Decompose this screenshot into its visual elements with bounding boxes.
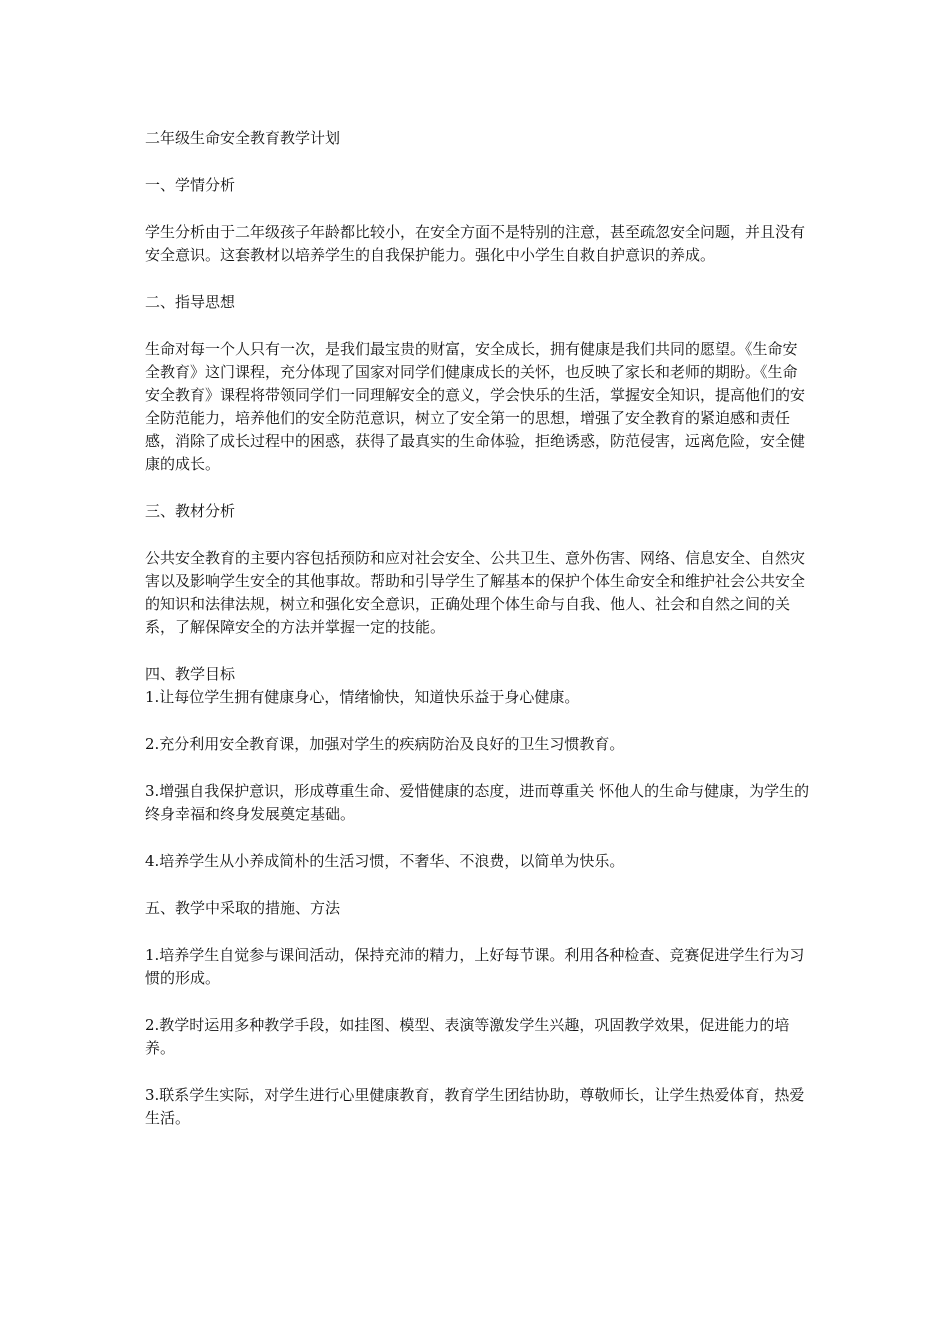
section-heading-5: 五、教学中采取的措施、方法 <box>145 899 341 917</box>
section-2-paragraph-1: 生命对每一个人只有一次，是我们最宝贵的财富，安全成长，拥有健康是我们共同的愿望。《生命安全教育》这门课程，充分体现了国家对同学们健康成长的关怀，也反映了家长和老师的期盼。《生命安全教育》课程将带领同学们一同理解安全的意义，学会快乐的生活，掌握安全知识，提高他们的安全防范能力，培养他们的安全防范意识，树立了安全第一的思想，增强了安全教育的紧迫感和责任感，消除了成长过程中的困惑，获得了最真实的生命体验，拒绝诱惑，防范侵害，远离危险，安全健康的成长。 <box>145 340 806 473</box>
section-4-paragraph-2: 2.充分利用安全教育课，加强对学生的疾病防治及良好的卫生习惯教育。 <box>145 735 625 753</box>
section-heading-4: 四、教学目标 <box>145 665 236 683</box>
section-5-paragraph-3: 3.联系学生实际，对学生进行心里健康教育，教育学生团结协助，尊敬师长，让学生热爱体育，热爱生活。 <box>145 1086 805 1127</box>
document-title: 二年级生命安全教育教学计划 <box>145 129 341 147</box>
section-1-paragraph-1: 学生分析由于二年级孩子年龄都比较小，在安全方面不是特别的注意，甚至疏忽安全问题，并且没有安全意识。这套教材以培养学生的自我保护能力。强化中小学生自救自护意识的养成。 <box>145 223 806 264</box>
section-heading-3: 三、教材分析 <box>145 502 236 520</box>
section-heading-1: 一、学情分析 <box>145 176 236 194</box>
section-4-paragraph-1: 1.让每位学生拥有健康身心，情绪愉快，知道快乐益于身心健康。 <box>145 688 580 706</box>
section-5-paragraph-1: 1.培养学生自觉参与课间活动，保持充沛的精力，上好每节课。利用各种检查、竞赛促进学生行为习惯的形成。 <box>145 946 805 987</box>
section-3-paragraph-1: 公共安全教育的主要内容包括预防和应对社会安全、公共卫生、意外伤害、网络、信息安全、自然灾害以及影响学生安全的其他事故。帮助和引导学生了解基本的保护个体生命安全和维护社会公共安全的知识和法律法规，树立和强化安全意识，正确处理个体生命与自我、他人、社会和自然之间的关系，了解保障安全的方法并掌握一定的技能。 <box>145 549 806 636</box>
section-heading-2: 二、指导思想 <box>145 293 236 311</box>
section-5-paragraph-2: 2.教学时运用多种教学手段，如挂图、模型、表演等激发学生兴趣，巩固教学效果，促进能力的培养。 <box>145 1016 790 1057</box>
document-page <box>145 127 810 1154</box>
section-4-paragraph-4: 4.培养学生从小养成简朴的生活习惯，不奢华、不浪费，以简单为快乐。 <box>145 852 625 870</box>
section-4-paragraph-3: 3.增强自我保护意识，形成尊重生命、爱惜健康的态度，进而尊重关 怀他人的生命与健康，为学生的终身幸福和终身发展奠定基础。 <box>145 782 810 823</box>
